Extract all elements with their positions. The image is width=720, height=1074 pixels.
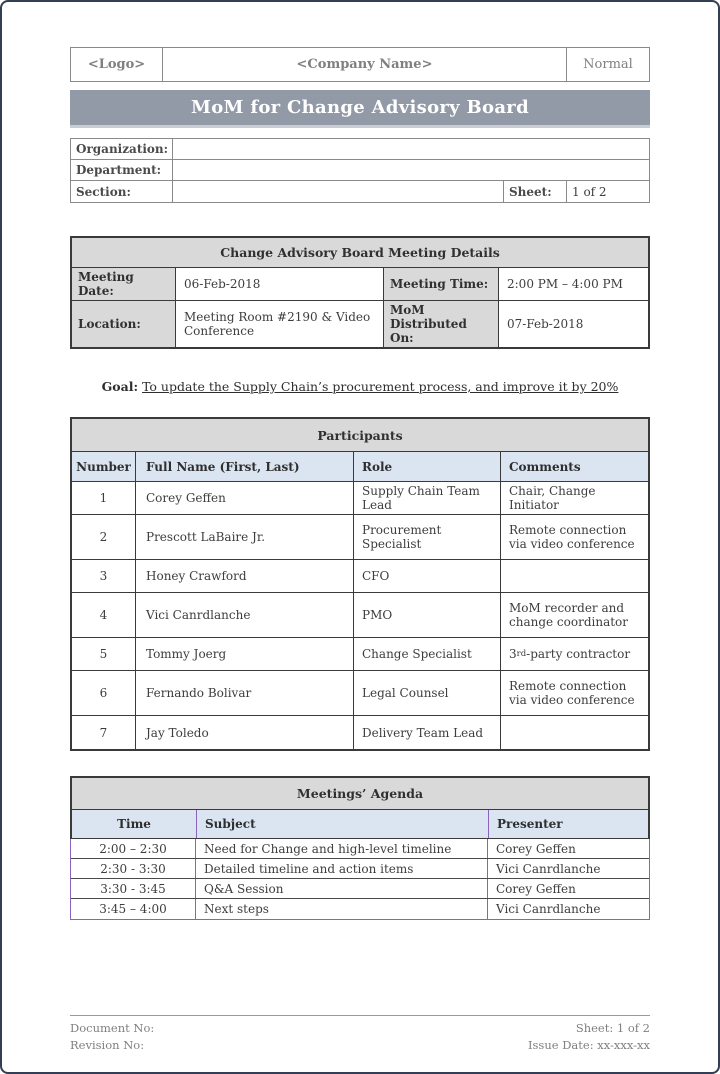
distributed-on-label: MoM Distributed On: bbox=[384, 301, 499, 347]
agenda-header-row bbox=[72, 810, 648, 839]
agenda-subject: Detailed timeline and action items bbox=[196, 859, 488, 878]
page-footer bbox=[70, 1015, 650, 1054]
comment-text: -party contractor bbox=[526, 647, 631, 661]
company-name-placeholder: <Company Name> bbox=[163, 48, 567, 81]
meeting-details-table bbox=[70, 236, 650, 349]
comment-text: 3 bbox=[509, 647, 517, 661]
agenda-subject: Q&A Session bbox=[196, 879, 488, 898]
participant-name: Corey Geffen bbox=[136, 482, 354, 514]
participant-number: 6 bbox=[72, 671, 136, 715]
location-label: Location: bbox=[72, 301, 176, 347]
participant-row bbox=[72, 593, 648, 638]
agenda-presenter: Vici Canrdlanche bbox=[496, 902, 601, 916]
participant-role: Delivery Team Lead bbox=[354, 716, 501, 749]
agenda-row bbox=[71, 879, 649, 899]
document-title-banner: MoM for Change Advisory Board bbox=[70, 90, 650, 128]
participant-name: Fernando Bolivar bbox=[136, 671, 354, 715]
meeting-time-label: Meeting Time: bbox=[384, 268, 499, 300]
col-presenter-header: Presenter bbox=[497, 817, 563, 831]
footer-sheet: Sheet: 1 of 2 bbox=[575, 1021, 650, 1035]
participant-comments: MoM recorder and change coordinator bbox=[509, 601, 629, 629]
agenda-row bbox=[71, 899, 649, 919]
department-field[interactable] bbox=[173, 160, 649, 180]
col-role-header: Role bbox=[354, 452, 501, 481]
participant-comments bbox=[501, 560, 648, 592]
participant-row bbox=[72, 638, 648, 671]
participants-table bbox=[70, 417, 650, 751]
sheet-label: Sheet: bbox=[503, 181, 567, 202]
revision-no-label: Revision No: bbox=[70, 1038, 145, 1052]
goal-line bbox=[70, 379, 650, 394]
agenda-subject: Next steps bbox=[196, 899, 488, 919]
org-info-table bbox=[70, 138, 650, 203]
goal-text: To update the Supply Chain’s procurement process, and improve it by 20% bbox=[142, 379, 619, 394]
participant-comments bbox=[501, 716, 648, 749]
participant-name: Tommy Joerg bbox=[136, 638, 354, 670]
meeting-details-title: Change Advisory Board Meeting Details bbox=[72, 238, 648, 268]
section-row bbox=[71, 181, 649, 202]
agenda-title: Meetings’ Agenda bbox=[72, 778, 648, 810]
agenda-time: 2:30 - 3:30 bbox=[71, 859, 196, 878]
participant-comments: 3 rd -party contractor bbox=[509, 647, 631, 661]
participant-number: 7 bbox=[72, 716, 136, 749]
participant-comments: Remote connection via video conference bbox=[509, 523, 635, 551]
goal-label: Goal: bbox=[101, 379, 139, 394]
meeting-time-value: 2:00 PM – 4:00 PM bbox=[507, 277, 623, 291]
agenda-row bbox=[71, 839, 649, 859]
sheet-value: 1 of 2 bbox=[572, 184, 607, 199]
col-number-header: Number bbox=[72, 452, 136, 481]
agenda-table bbox=[70, 776, 650, 920]
section-label: Section: bbox=[71, 181, 173, 202]
participant-row bbox=[72, 716, 648, 749]
participant-comments: Remote connection via video conference bbox=[509, 679, 635, 707]
participant-row bbox=[72, 560, 648, 593]
meeting-date-label: Meeting Date: bbox=[72, 268, 176, 300]
col-subject-header: Subject bbox=[197, 810, 489, 838]
organization-label: Organization: bbox=[71, 139, 173, 159]
participant-number: 5 bbox=[72, 638, 136, 670]
participant-name: Jay Toledo bbox=[136, 716, 354, 749]
participant-number: 2 bbox=[72, 515, 136, 559]
participant-row bbox=[72, 482, 648, 515]
agenda-subject: Need for Change and high-level timeline bbox=[196, 839, 488, 858]
participant-number: 3 bbox=[72, 560, 136, 592]
distributed-on-value: 07-Feb-2018 bbox=[507, 317, 584, 331]
participant-role: Supply Chain Team Lead bbox=[354, 482, 501, 514]
participant-role: Change Specialist bbox=[354, 638, 501, 670]
doc-classification: Normal bbox=[583, 57, 633, 72]
participant-role: Legal Counsel bbox=[354, 671, 501, 715]
meeting-date-value: 06-Feb-2018 bbox=[176, 268, 384, 300]
department-label: Department: bbox=[71, 160, 173, 180]
participant-row bbox=[72, 671, 648, 716]
agenda-time: 3:45 – 4:00 bbox=[71, 899, 196, 919]
meeting-date-time-row bbox=[72, 268, 648, 301]
agenda-time: 3:30 - 3:45 bbox=[71, 879, 196, 898]
location-value: Meeting Room #2190 & Video Conference bbox=[176, 301, 384, 347]
col-name-header: Full Name (First, Last) bbox=[136, 452, 354, 481]
document-no-label: Document No: bbox=[70, 1021, 155, 1035]
participant-name: Honey Crawford bbox=[136, 560, 354, 592]
participant-comments: Chair, Change Initiator bbox=[509, 484, 596, 512]
location-distributed-row bbox=[72, 301, 648, 347]
participant-number: 1 bbox=[72, 482, 136, 514]
participant-name: Prescott LaBaire Jr. bbox=[136, 515, 354, 559]
department-row bbox=[71, 160, 649, 181]
participant-role: PMO bbox=[354, 593, 501, 637]
agenda-row bbox=[71, 859, 649, 879]
participant-number: 4 bbox=[72, 593, 136, 637]
participants-header-row bbox=[72, 452, 648, 482]
participant-row bbox=[72, 515, 648, 560]
organization-row bbox=[71, 139, 649, 160]
footer-right bbox=[528, 1020, 650, 1054]
col-time-header: Time bbox=[72, 810, 197, 838]
agenda-presenter: Corey Geffen bbox=[496, 881, 576, 896]
participant-role: CFO bbox=[354, 560, 501, 592]
agenda-time: 2:00 – 2:30 bbox=[71, 839, 196, 858]
organization-field[interactable] bbox=[173, 139, 649, 159]
section-field[interactable] bbox=[173, 181, 503, 202]
top-header-table bbox=[70, 47, 650, 82]
agenda-presenter: Corey Geffen bbox=[496, 841, 576, 856]
agenda-presenter: Vici Canrdlanche bbox=[496, 861, 601, 876]
document-page bbox=[2, 2, 718, 1054]
participant-role: Procurement Specialist bbox=[354, 515, 501, 559]
logo-placeholder: <Logo> bbox=[71, 48, 163, 81]
col-comments-header: Comments bbox=[509, 459, 581, 474]
footer-left bbox=[70, 1020, 154, 1054]
footer-issue-date: Issue Date: xx-xxx-xx bbox=[527, 1038, 650, 1052]
agenda-body bbox=[70, 839, 650, 920]
participants-title: Participants bbox=[72, 419, 648, 452]
participant-name: Vici Canrdlanche bbox=[136, 593, 354, 637]
